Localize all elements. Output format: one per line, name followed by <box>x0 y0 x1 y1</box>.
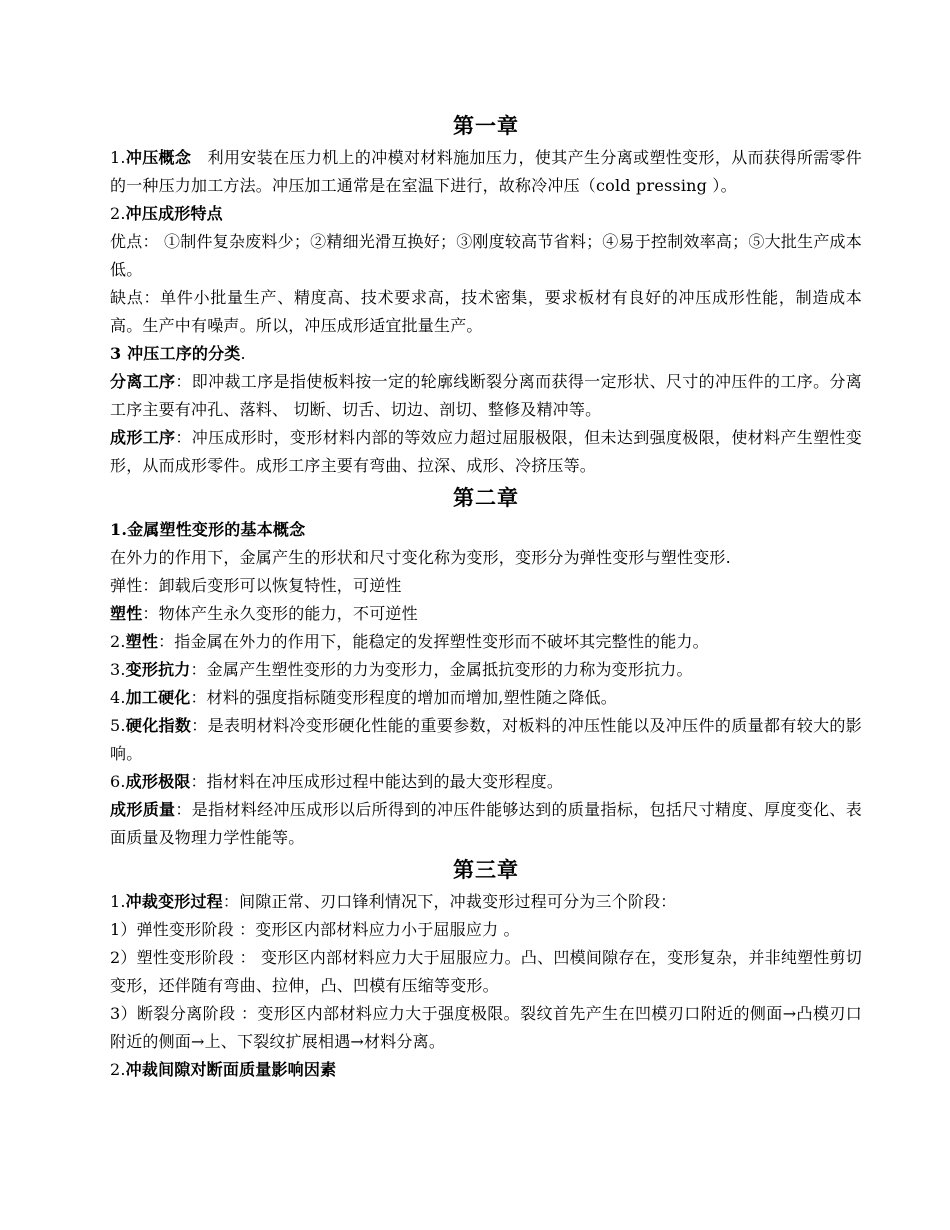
paragraph <box>110 368 862 424</box>
paragraph-text: ：金属产生塑性变形的力为变形力，金属抵抗变形的力称为变形抗力。 <box>190 660 693 679</box>
term-heading: 冲裁变形过程 <box>125 892 223 911</box>
paragraph <box>110 768 862 796</box>
item-number: 2. <box>110 1060 126 1079</box>
paragraph-text: ：材料的强度指标随变形程度的增加而增加,塑性随之降低。 <box>190 688 617 707</box>
item-number: 5. <box>110 716 126 735</box>
item-number: 2. <box>110 204 126 223</box>
section-heading <box>110 516 862 544</box>
paragraph: 在外力的作用下，金属产生的形状和尺寸变化称为变形，变形分为弹性变形与塑性变形. <box>110 548 731 567</box>
term-heading: 加工硬化 <box>125 688 191 707</box>
paragraph-text: ：指金属在外力的作用下，能稳定的发挥塑性变形而不破坏其完整性的能力。 <box>158 632 709 651</box>
paragraph <box>110 424 862 480</box>
section-heading <box>110 200 862 228</box>
paragraph <box>110 684 862 712</box>
term-heading: 塑性 <box>125 632 159 651</box>
paragraph <box>110 712 862 768</box>
term-heading: 成形质量 <box>110 800 176 819</box>
paragraph-text: ：即冲裁工序是指使板料按一定的轮廓线断裂分离而获得一定形状、尺寸的冲压件的工序。分离工序主要有冲孔、落料、 切断、切舌、切边、剖切、整修及精冲等。 <box>110 372 862 419</box>
term-heading: 变形抗力 <box>125 660 191 679</box>
term-heading: 1.金属塑性变形的基本概念 <box>110 520 306 539</box>
term-heading: 成形工序 <box>110 428 176 447</box>
term-heading: 硬化指数 <box>125 716 192 735</box>
term-heading: 3 冲压工序的分类 <box>110 344 241 363</box>
paragraph-text: . <box>240 344 246 363</box>
term-heading: 成形极限 <box>125 772 191 791</box>
paragraph-text: ：间隙正常、刃口锋利情况下，冲裁变形过程可分为三个阶段： <box>222 892 677 911</box>
paragraph-text: ：指材料在冲压成形过程中能达到的最大变形程度。 <box>190 772 564 791</box>
paragraph-text: ：冲压成形时，变形材料内部的等效应力超过屈服极限，但未达到强度极限，使材料产生塑性变形，从而成形零件。成形工序主要有弯曲、拉深、成形、冷挤压等。 <box>110 428 862 475</box>
paragraph <box>110 656 862 684</box>
paragraph-text: ：是表明材料冷变形硬化性能的重要参数，对板料的冲压性能以及冲压件的质量都有较大的影响。 <box>110 716 862 763</box>
paragraph <box>110 796 862 852</box>
paragraph <box>110 888 862 916</box>
item-number: 1. <box>110 892 126 911</box>
document-page <box>110 108 862 1084</box>
paragraph <box>110 600 862 628</box>
paragraph-text: ：是指材料经冲压成形以后所得到的冲压件能够达到的质量指标，包括尺寸精度、厚度变化、表面质量及物理力学性能等。 <box>110 800 862 847</box>
section-heading <box>110 340 862 368</box>
term-heading: 冲压成形特点 <box>125 204 223 223</box>
chapter-1-title: 第一章 <box>453 113 519 138</box>
paragraph-text: ：物体产生永久变形的能力，不可逆性 <box>142 604 418 623</box>
paragraph: 优点： ①制件复杂废料少；②精细光滑互换好；③刚度较高节省料；④易于控制效率高；⑤大批生产成本低。 <box>110 232 862 279</box>
chapter-3-title: 第三章 <box>453 857 519 882</box>
chapter-2-title: 第二章 <box>453 485 519 510</box>
item-number: 3. <box>110 660 126 679</box>
paragraph: 1）弹性变形阶段 ：变形区内部材料应力小于屈服应力 。 <box>110 920 520 939</box>
paragraph: 弹性：卸载后变形可以恢复特性，可逆性 <box>110 576 402 595</box>
paragraph: 3）断裂分离阶段 ：变形区内部材料应力大于强度极限。裂纹首先产生在凹模刃口附近的侧面→凸模刃口附近的侧面→上、下裂纹扩展相遇→材料分离。 <box>110 1004 862 1051</box>
item-number: 2. <box>110 632 126 651</box>
term-heading: 冲压概念 <box>125 148 192 167</box>
term-heading: 塑性 <box>110 604 143 623</box>
item-number: 6. <box>110 772 126 791</box>
item-number: 4. <box>110 688 126 707</box>
paragraph: 2）塑性变形阶段 ： 变形区内部材料应力大于屈服应力。凸、凹模间隙存在，变形复杂，并非纯塑性剪切变形，还伴随有弯曲、拉伸，凸、凹模有压缩等变形。 <box>110 948 862 995</box>
item-number: 1. <box>110 148 126 167</box>
paragraph: 缺点：单件小批量生产、精度高、技术要求高，技术密集，要求板材有良好的冲压成形性能，制造成本高。生产中有噪声。所以，冲压成形适宜批量生产。 <box>110 288 862 335</box>
paragraph <box>110 628 862 656</box>
section-heading <box>110 1056 862 1084</box>
term-heading: 冲裁间隙对断面质量影响因素 <box>125 1060 337 1079</box>
paragraph-text: 利用安装在压力机上的冲模对材料施加压力，使其产生分离或塑性变形，从而获得所需零件的一种压力加工方法。冲压加工通常是在室温下进行，故称冷冲压（cold pressing ）。 <box>110 148 862 195</box>
term-heading: 分离工序 <box>110 372 176 391</box>
paragraph <box>110 144 862 200</box>
